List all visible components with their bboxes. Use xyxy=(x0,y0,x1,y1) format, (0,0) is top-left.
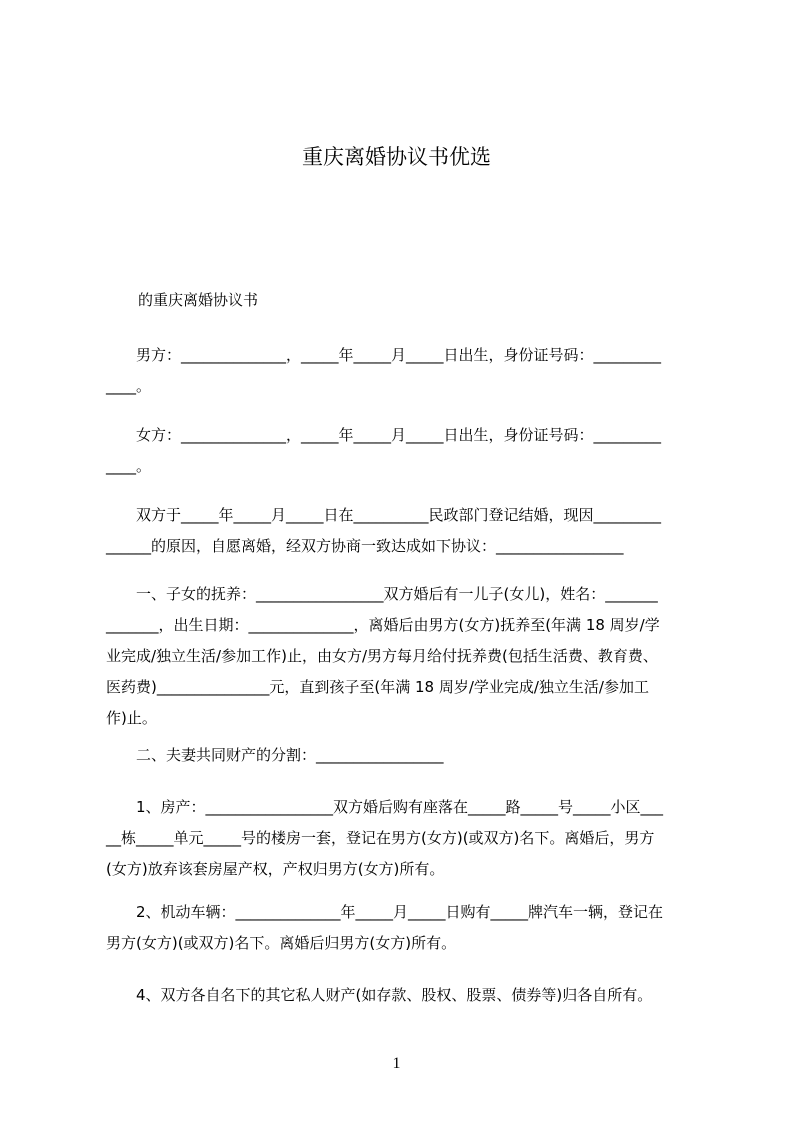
paragraph-female-party xyxy=(106,420,700,482)
paragraph-motor-vehicle xyxy=(106,897,700,959)
paragraph-line: _______，出生日期：______________，离婚后由男方(女方)抚养至(年满 18 周岁/学 xyxy=(106,616,660,634)
paragraph-line: 作)止。 xyxy=(106,709,157,727)
page-number: 1 xyxy=(392,1055,401,1072)
paragraph-line: ____。 xyxy=(106,457,152,475)
paragraph-private-property xyxy=(106,980,700,1011)
paragraph-line: 1、房产：_________________双方婚后购有座落在_____路_____号_____小区___ xyxy=(136,798,664,816)
paragraph-line: 男方：______________，_____年_____月_____日出生，身份证号码：_________ xyxy=(136,346,662,364)
paragraph-line: 4、双方各自名下的其它私人财产(如存款、股权、股票、债券等)归各自所有。 xyxy=(136,986,653,1004)
document-subtitle: 的重庆离婚协议书 xyxy=(138,291,259,309)
paragraph-house-property xyxy=(106,792,700,885)
paragraph-line: 二、夫妻共同财产的分割：_________________ xyxy=(136,746,444,764)
paragraph-line: (女方)放弃该套房屋产权，产权归男方(女方)所有。 xyxy=(106,860,445,878)
paragraph-marriage-registration xyxy=(106,500,700,562)
paragraph-property-division xyxy=(106,740,700,771)
paragraph-male-party xyxy=(106,340,700,402)
paragraph-line: 业完成/独立生活/参加工作)止，由女方/男方每月给付抚养费(包括生活费、教育费、 xyxy=(106,647,658,665)
paragraph-line: 女方：______________，_____年_____月_____日出生，身份证号码：_________ xyxy=(136,426,662,444)
paragraph-line: 男方(女方)(或双方)名下。离婚后归男方(女方)所有。 xyxy=(106,934,457,952)
paragraph-line: __栋_____单元_____号的楼房一套，登记在男方(女方)(或双方)名下。离婚后，男方 xyxy=(106,829,655,847)
document-title: 重庆离婚协议书优选 xyxy=(302,145,491,169)
paragraph-line: 2、机动车辆：______________年_____月_____日购有_____牌汽车一辆，登记在 xyxy=(136,903,664,921)
paragraph-line: 医药费)_______________元，直到孩子至(年满 18 周岁/学业完成/独立生活/参加工 xyxy=(106,678,649,696)
paragraph-line: ____。 xyxy=(106,377,152,395)
paragraph-line: 双方于_____年_____月_____日在__________民政部门登记结婚，现因_________ xyxy=(136,506,662,524)
paragraph-child-custody xyxy=(106,579,700,734)
paragraph-line: ______的原因，自愿离婚，经双方协商一致达成如下协议：_________________ xyxy=(106,537,624,555)
paragraph-line: 一、子女的抚养：_________________双方婚后有一儿子(女儿)，姓名：_______ xyxy=(136,585,658,603)
